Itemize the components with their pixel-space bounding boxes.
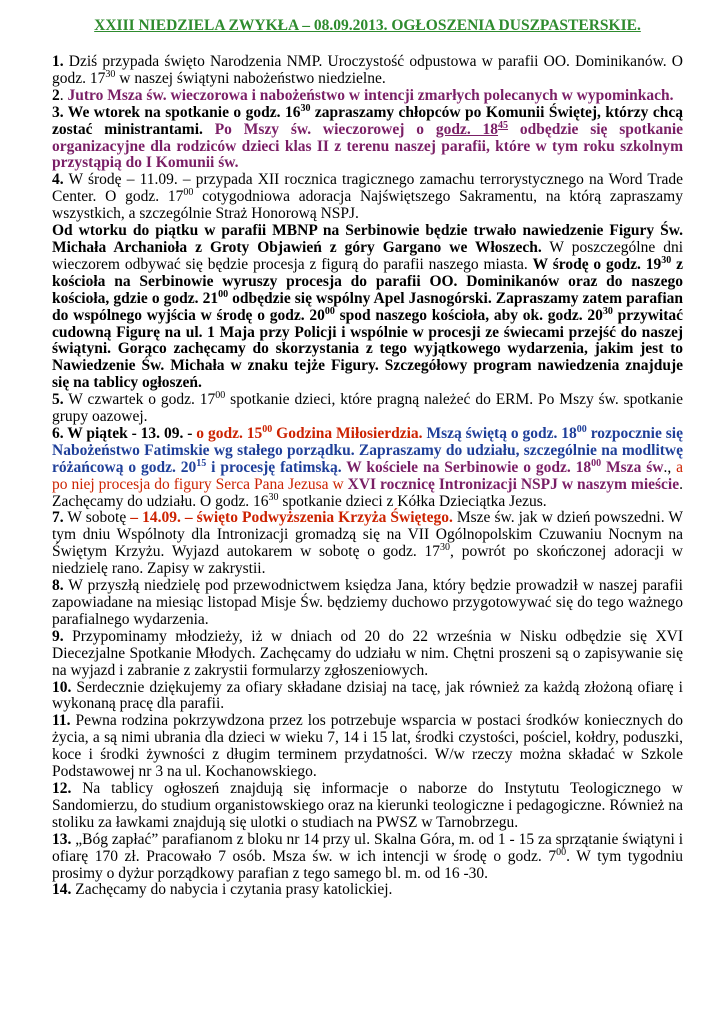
item-number: 13. xyxy=(52,830,72,848)
announcement-2: 2. Jutro Msza św. wieczorowa i nabożeństwo w intencji zmarłych polecanych w wypominkach. xyxy=(52,86,674,104)
announcement-4: 4. W środę – 11.09. – przypada XII rocznica tragicznego zamachu terrorystycznego na Word Trade Center. O godz. $17^{00}$ cotygodniowa adoracja Najświętszego Sakramentu, na którą zapraszamy wszystkich, a szczególnie Straż Honorową NSPJ. xyxy=(52,171,683,223)
announcement-11: 11. Pewna rodzina pokrzywdzona przez los potrzebuje wsparcia w postaci środków koniecznych do życia, a są nimi ubrania dla dzieci w wieku 7, 14 i 15 lat, środki czystości, pościel, kołdry, poduszki, koce i środki żywności z długim terminem przydatności. W/w rzeczy można składać w Szkole Podstawowej nr 3 na ul. Kochanowskiego. xyxy=(52,712,683,781)
announcement-6: 6. W piątek - 13. 09. - o godz. $15^{00}$ Godzina Miłosierdzia. Mszą świętą o godz. $18^{00}$ rozpocznie się Nabożeństwo Fatimskie wg stałego porządku. Zapraszamy do udziału, szczególnie na modlitwę różańcową o godz. $20^{15}$ i procesję fatimską. W kościele na Serbinowie o godz. $18^{00}$ Msza św., a po niej procesja do figury Serca Pana Jezusa w XVI rocznicę Intronizacji NSPJ w naszym mieście. Zachęcamy do udziału. O godz. $16^{30}$ spotkanie dzieci z Kółka Dzieciątka Jezus. xyxy=(52,423,683,510)
announcement-5: 5. W czwartek o godz. $17^{00}$ spotkanie dzieci, które pragną należeć do ERM. Po Mszy św. spotkanie grupy oazowej. xyxy=(52,390,683,426)
item-number: 6. xyxy=(52,424,64,442)
announcement-12: 12. Na tablicy ogłoszeń znajdują się informacje o naborze do Instytutu Teologicznego w Sandomierzu, do studium organistowskiego oraz na kierunki teologiczne i pedagogiczne. Również na stoliku za ławkami znajdują się ulotki o studiach na PWSZ w Tarnobrzegu. xyxy=(52,779,683,831)
item-number: 3. xyxy=(52,103,64,121)
item-number: 8. xyxy=(52,577,64,595)
announcement-3: 3. We wtorek na spotkanie o godz. $16^{30}$ zapraszamy chłopców po Komunii Świętej, którzy chcą zostać ministrantami. Po Mszy św. wieczorowej o godz. $18^{45}$ odbędzie się spotkanie organizacyjne dla rodziców dzieci klas II z terenu naszej parafii, które w tym roku szkolnym przystąpią do I Komunii św. xyxy=(52,102,684,172)
announcement-1: 1. Dziś przypada święto Narodzenia NMP. Uroczystość odpustowa w parafii OO. Dominikanów. O godz. $17^{30}$ w naszej świątyni nabożeństwo niedzielne. xyxy=(52,53,683,87)
item-number: 14. xyxy=(52,881,72,899)
announcement-10: 10. Serdecznie dziękujemy za ofiary składane dzisiaj na tacę, jak również za każdą złożoną ofiarę i wykonaną pracę dla parafii. xyxy=(52,678,683,713)
item-number: 12. xyxy=(52,779,72,797)
announcement-8: 8. W przyszłą niedzielę pod przewodnictwem księdza Jana, który będzie prowadził w naszej parafii zapowiadane na miesiąc listopad Misje Św. będziemy duchowo przygotowywać się do tego ważnego parafialnego wydarzenia. xyxy=(52,577,683,628)
announcement-document xyxy=(52,0,683,899)
item-number: 1. xyxy=(52,53,64,70)
item-number: 5. xyxy=(52,391,64,409)
announcement-visitation: Od wtorku do piątku w parafii MBNP na Serbinowie będzie trwało nawiedzenie Figury Św. Michała Archanioła z Groty Objawień z góry Gargano we Włoszech. W poszczególne dni wieczorem odbywać się będzie procesja z figurą do parafii naszego miasta. W środę o godz. $19^{30}$ z kościoła na Serbinowie wyruszy procesja do parafii OO. Dominikanów oraz do naszego kościoła, gdzie o godz. $21^{00}$ odbędzie się wspólny Apel Jasnogórski. Zapraszamy zatem parafian do wspólnego wyjścia w środę o godz. $20^{00}$ spod naszego kościoła, aby ok. godz. $20^{30}$ przywitać cudowną Figurę na ul. 1 Maja przy Policji i wspólnie w procesji ze świecami przejść do naszej świątyni. Gorąco zachęcamy do skorzystania z tego wyjątkowego wydarzenia, jakim jest to Nawiedzenie Św. Michała w znaku tejże Figury. Szczegółowy program nawiedzenia znajduje się na tablicy ogłoszeń. xyxy=(52,222,684,392)
announcement-7: 7. W sobotę – 14.09. – święto Podwyższenia Krzyża Świętego. Msze św. jak w dzień powszedni. W tym dniu Wspólnoty dla Intronizacji gromadzą się na VII Ogólnopolskim Czuwaniu Nocnym na Świętym Krzyżu. Wyjazd autokarem w sobotę o godz. $17^{30}$, powrót po skończonej adoracji w niedzielę rano. Zapisy w zakrystii. xyxy=(52,509,683,578)
item-number: 11. xyxy=(52,712,71,730)
item-number: 10. xyxy=(52,678,72,696)
page-title: XXIII NIEDZIELA ZWYKŁA – 08.09.2013. OGŁOSZENIA DUSZPASTERSKIE. xyxy=(94,17,641,34)
item-number: 7. xyxy=(52,509,64,527)
item-number: 9. xyxy=(52,627,64,645)
item-number: 2 xyxy=(52,86,60,104)
item-number: 4. xyxy=(52,171,64,189)
announcement-9: 9. Przypominamy młodzieży, iż w dniach od 20 do 22 września w Nisku odbędzie się XVI Diecezjalne Spotkanie Młodych. Zachęcamy do udziału w nim. Chętni proszeni są o zapisywanie się na wyjazd i zabranie z zakrystii formularzy zgłoszeniowych. xyxy=(52,627,683,679)
announcement-13: 13. „Bóg zapłać” parafianom z bloku nr 14 przy ul. Skalna Góra, m. od 1 - 15 za sprzątanie świątyni i ofiarę 170 zł. Pracowało 7 osób. Msza św. w ich intencji w środę o godz. $7^{00}$. W tym tygodniu prosimy o dyżur porządkowy parafian z tego samego bl. m. od 16 -30. xyxy=(52,830,683,882)
announcement-14: 14. Zachęcamy do nabycia i czytania prasy katolickiej. xyxy=(52,881,393,899)
